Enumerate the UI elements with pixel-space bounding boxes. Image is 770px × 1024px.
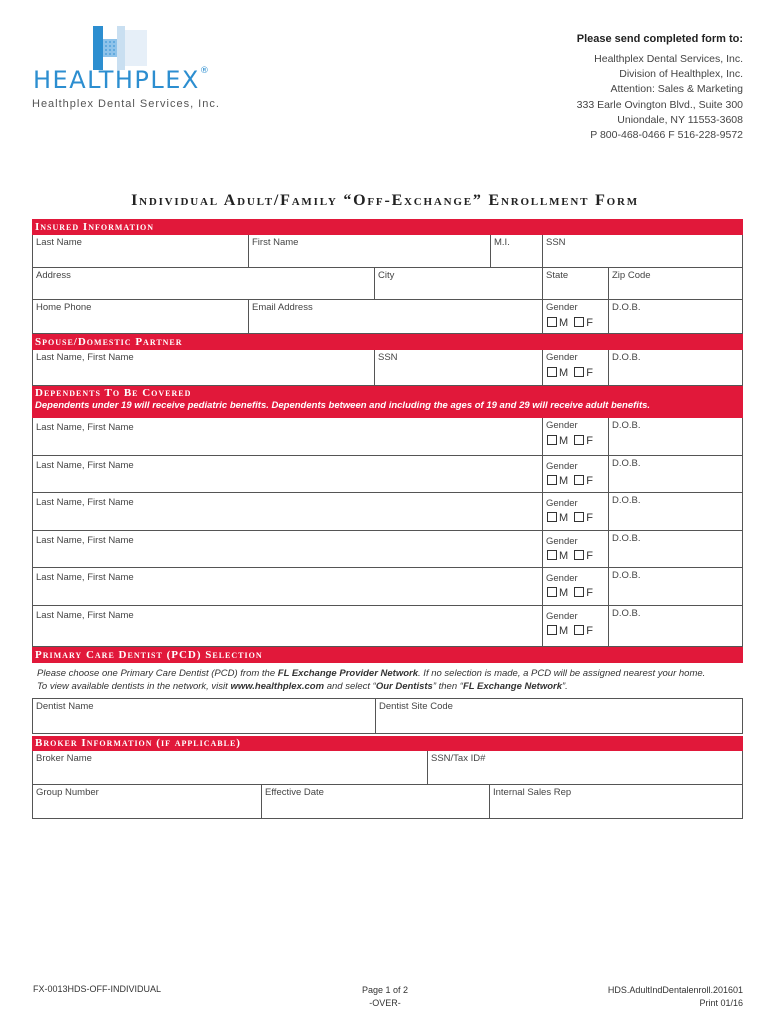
section-dependents-title: Dependents To Be Covered: [35, 387, 192, 399]
female-checkbox[interactable]: [574, 367, 584, 377]
healthplex-logo-icon: [93, 26, 149, 70]
section-spouse: Spouse/Domestic Partner: [32, 334, 743, 350]
female-checkbox[interactable]: [574, 317, 584, 327]
dependent-name-field[interactable]: Last Name, First Name: [36, 535, 134, 546]
section-broker: Broker Information (if applicable): [32, 736, 743, 751]
male-checkbox[interactable]: [547, 512, 557, 522]
dependent-name-field[interactable]: Last Name, First Name: [36, 422, 134, 433]
dependent-dob-field[interactable]: D.O.B.: [608, 493, 742, 530]
insured-row-contact: [32, 300, 743, 334]
dependent-gender-field: Gender M F: [542, 493, 608, 530]
insured-row-name: [32, 235, 743, 268]
dob-field[interactable]: D.O.B.: [608, 300, 742, 333]
section-pcd: Primary Care Dentist (PCD) Selection: [32, 647, 743, 663]
send-to-address: Healthplex Dental Services, Inc. Division of Healthplex, Inc. Attention: Sales & Marketing 333 Earle Ovington Blvd., Suite 300 Uniondale, NY 11553-3608 P 800-468-0466 F 516-228-9572: [576, 53, 743, 142]
gender-field: Gender M F: [542, 300, 608, 333]
dependent-gender-field: Gender M F: [542, 531, 608, 567]
section-dependents: [32, 386, 743, 418]
last-name-field[interactable]: Last Name: [36, 237, 82, 248]
address-field[interactable]: Address: [36, 270, 71, 281]
send-to-heading: Please send completed form to:: [576, 33, 743, 45]
male-checkbox[interactable]: [547, 435, 557, 445]
dentist-site-code-field[interactable]: Dentist Site Code: [375, 699, 742, 733]
male-checkbox[interactable]: [547, 475, 557, 485]
pcd-row: [32, 698, 743, 734]
male-checkbox[interactable]: [547, 587, 557, 597]
group-number-field[interactable]: Group Number: [36, 787, 99, 798]
female-checkbox[interactable]: [574, 625, 584, 635]
email-field[interactable]: Email Address: [248, 300, 542, 333]
dependent-row: [32, 531, 743, 568]
dependent-row: [32, 418, 743, 456]
male-checkbox[interactable]: [547, 550, 557, 560]
male-checkbox[interactable]: [547, 625, 557, 635]
dependent-name-field[interactable]: Last Name, First Name: [36, 572, 134, 583]
internal-sales-rep-field[interactable]: Internal Sales Rep: [489, 785, 742, 818]
dependents-note: Dependents under 19 will receive pediatric benefits. Dependents between and including the ages of 19 and 29 will receive adult benefits.: [35, 400, 651, 411]
spouse-dob-field[interactable]: D.O.B.: [608, 350, 742, 385]
dependent-dob-field[interactable]: D.O.B.: [608, 418, 742, 455]
dependent-row: [32, 456, 743, 493]
spouse-row: [32, 350, 743, 386]
home-phone-field[interactable]: Home Phone: [36, 302, 92, 313]
dependent-dob-field[interactable]: D.O.B.: [608, 568, 742, 605]
dependent-row: [32, 493, 743, 531]
middle-initial-field[interactable]: M.I.: [490, 235, 542, 267]
form-title: Individual Adult/Family “Off-Exchange” Enrollment Form: [131, 192, 639, 209]
dependent-name-field[interactable]: Last Name, First Name: [36, 497, 134, 508]
broker-name-field[interactable]: Broker Name: [36, 753, 92, 764]
female-checkbox[interactable]: [574, 435, 584, 445]
footer-print-info: HDS.AdultIndDentalenroll.201601 Print 01/16: [607, 985, 743, 1008]
dependent-dob-field[interactable]: D.O.B.: [608, 456, 742, 492]
dependent-name-field[interactable]: Last Name, First Name: [36, 610, 134, 621]
dentist-name-field[interactable]: Dentist Name: [36, 701, 94, 712]
pcd-note: Please choose one Primary Care Dentist (PCD) from the FL Exchange Provider Network. If no selection is made, a PCD will be assigned nearest your home. To view available dentists in the network, visit www.healthplex.com and select “Our Dentists” then “FL Exchange Network”.: [37, 668, 706, 692]
female-checkbox[interactable]: [574, 587, 584, 597]
first-name-field[interactable]: First Name: [248, 235, 490, 267]
city-field[interactable]: City: [374, 268, 542, 299]
female-checkbox[interactable]: [574, 550, 584, 560]
insured-row-address: [32, 268, 743, 300]
female-checkbox[interactable]: [574, 512, 584, 522]
spouse-ssn-field[interactable]: SSN: [374, 350, 542, 385]
dependent-row: [32, 568, 743, 606]
dependent-gender-field: Gender M F: [542, 418, 608, 455]
spouse-gender-field: Gender M F: [542, 350, 608, 385]
dependent-gender-field: Gender M F: [542, 456, 608, 492]
footer-form-code: FX-0013HDS-OFF-INDIVIDUAL: [33, 984, 162, 994]
dependent-dob-field[interactable]: D.O.B.: [608, 531, 742, 567]
broker-ssn-tax-field[interactable]: SSN/Tax ID#: [427, 751, 742, 784]
effective-date-field[interactable]: Effective Date: [261, 785, 489, 818]
broker-row-1: [32, 751, 743, 785]
male-checkbox[interactable]: [547, 317, 557, 327]
ssn-field[interactable]: SSN: [542, 235, 742, 267]
section-insured-information: Insured Information: [32, 219, 743, 235]
zip-field[interactable]: Zip Code: [608, 268, 742, 299]
broker-row-2: [32, 785, 743, 819]
footer-page: Page 1 of 2 -OVER-: [361, 985, 409, 1008]
dependent-gender-field: Gender M F: [542, 568, 608, 605]
dependent-gender-field: Gender M F: [542, 606, 608, 646]
male-checkbox[interactable]: [547, 367, 557, 377]
dependent-name-field[interactable]: Last Name, First Name: [36, 460, 134, 471]
spouse-name-field[interactable]: Last Name, First Name: [36, 352, 134, 363]
state-field[interactable]: State: [542, 268, 608, 299]
brand-wordmark: HEALTHPLEX®: [33, 66, 211, 94]
dependent-dob-field[interactable]: D.O.B.: [608, 606, 742, 646]
brand-subtitle: Healthplex Dental Services, Inc.: [32, 98, 220, 110]
dependent-row: [32, 606, 743, 647]
female-checkbox[interactable]: [574, 475, 584, 485]
